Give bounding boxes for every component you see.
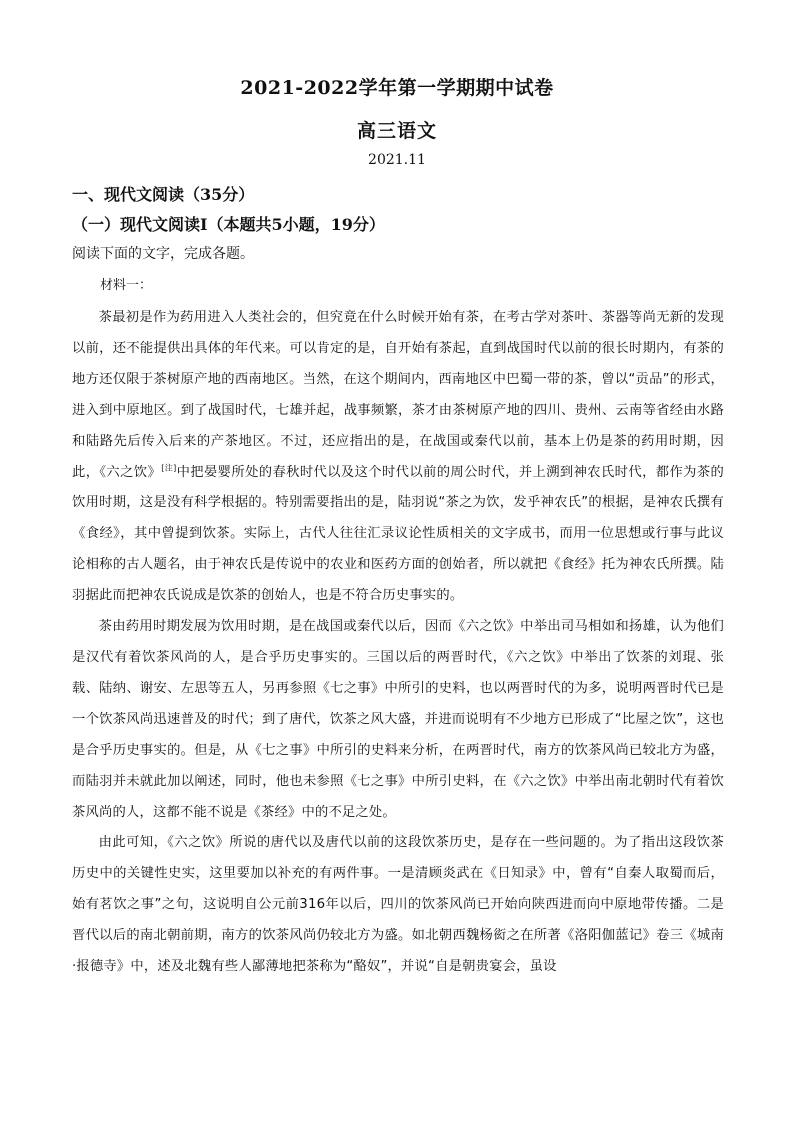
passage-body	[72, 303, 724, 983]
passage-paragraph-1	[72, 303, 724, 612]
part-heading: （一）现代文阅读Ⅰ（本题共5小题，19分）	[72, 215, 385, 234]
paragraph-1-text-b: 中把晏婴所处的春秋时代以及这个时代以前的周公时代，并上溯到神农氏时代，都作为茶的饮用时期，这是没有科学根据的。特别需要指出的是，陆羽说“茶之为饮，发乎神农氏”的根据，是神农氏撰有《食经》，其中曾提到饮茶。实际上，古代人往往汇录议论性质相关的文字成书，而用一位思想或行事与此议论相称的古人题名，由于神农氏是传说中的农业和医药方面的创始者，所以就把《食经》托为神农氏所撰。陆羽据此而把神农氏说成是饮茶的创始人，也是不符合历史事实的。	[72, 464, 725, 604]
section-heading: 一、现代文阅读（35分）	[72, 185, 255, 204]
passage-paragraph-2: 茶由药用时期发展为饮用时期，是在战国或秦代以后，因而《六之饮》中举出司马相如和扬雄，认为他们是汉代有着饮茶风尚的人，是合乎历史事实的。三国以后的两晋时代，《六之饮》中举出了饮茶的刘琨、张载、陆纳、谢安、左思等五人，另再参照《七之事》中所引的史料，也以两晋时代的为多，说明两晋时代已是一个饮茶风尚迅速普及的时代；到了唐代，饮茶之风大盛，并进而说明有不少地方已形成了“比屋之饮”，这也是合乎历史事实的。但是，从《七之事》中所引的史料来分析，在两晋时代，南方的饮茶风尚已较北方为盛，而陆羽并未就此加以阐述，同时，他也未参照《七之事》中所引史料，在《六之饮》中举出南北朝时代有着饮茶风尚的人，这都不能不说是《茶经》中的不足之处。	[72, 619, 724, 820]
exam-title: 2021-2022学年第一学期期中试卷	[240, 77, 554, 99]
paragraph-1-text-a: 茶最初是作为药用进入人类社会的，但究竟在什么时候开始有茶，在考古学对茶叶、茶器等尚无新的发现以前，还不能提供出具体的年代来。可以肯定的是，自开始有茶起，直到战国时代以前的很长时期内，有茶的地方还仅限于茶树原产地的西南地区。当然，在这个期间内，西南地区中巴蜀一带的茶，曾以“贡品”的形式，进入到中原地区。到了战国时代，七雄并起，战事频繁，茶才由茶树原产地的四川、贵州、云南等省经由水路和陆路先后传入后来的产茶地区。不过，还应指出的是，在战国或秦代以前，基本上仍是茶的药用时期，因此，《六之饮》	[72, 310, 724, 480]
exam-subject: 高三语文	[356, 120, 437, 142]
annotation-mark: [注]	[161, 463, 177, 473]
passage-paragraph-3: 由此可知，《六之饮》所说的唐代以及唐代以前的这段饮茶历史，是存在一些问题的。为了指出这段饮茶历史中的关键性史实，这里要加以补充的有两件事。一是清顾炎武在《日知录》中，曾有“自秦人取蜀而后，始有茗饮之事”之句，这说明自公元前316年以后，四川的饮茶风尚已开始向陕西进而向中原地带传播。二是晋代以后的南北朝前期，南方的饮茶风尚仍较北方为盛。如北朝西魏杨衒之在所著《洛阳伽蓝记》卷三《城南·报德寺》中，述及北魏有些人鄙薄地把茶称为“酪奴”，并说“自是朝贵宴会，虽设	[72, 835, 724, 975]
reading-instruction: 阅读下面的文字，完成各题。	[72, 246, 254, 262]
material-label: 材料一：	[100, 278, 153, 293]
exam-date: 2021.11	[368, 152, 426, 168]
